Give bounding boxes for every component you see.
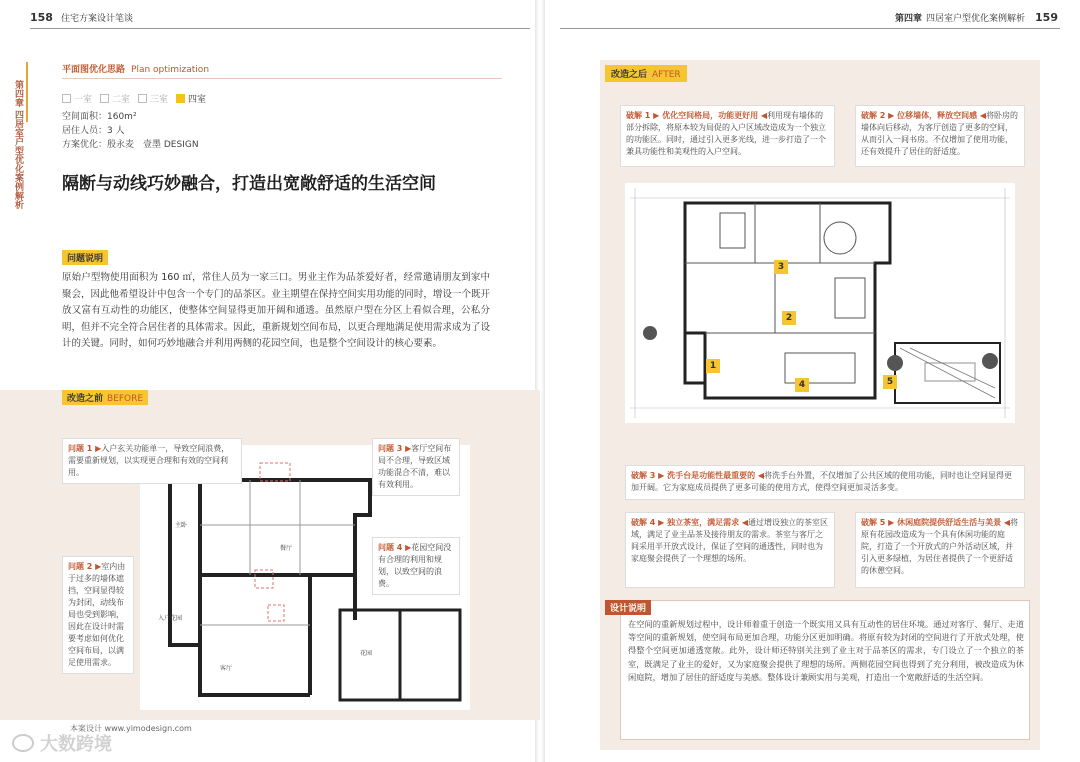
plan-marker-4: 4 bbox=[795, 378, 809, 392]
problem-text: 原始户型物使用面积为 160 ㎡，常住人员为一家三口。男业主作为品茶爱好者，经常邀请朋友到家中聚会，因此他希望设计中包含一个专门的品茶区。业主期望在保持空间实用功能的同时，增设一个既开放又富有互动性的功能区，使整体空间显得更加开阔和通透。虽然原户型在分区上看似合理，公私分明，但并不完全符合居住者的具体需求。因此，重新规划空间布局，以更合理地满足使用需求成为了设计的关键。同时，如何巧妙地融合并利用两侧的花园空间，也是整个空间设计的核心要素。 bbox=[62, 272, 490, 349]
before-callout-4 bbox=[372, 537, 460, 595]
callout-title: 破解 4 ▶ 独立茶室，满足需求 ◀ bbox=[631, 518, 749, 527]
before-tag-en: BEFORE bbox=[107, 394, 144, 404]
callout-title: 问题 2 ▶ bbox=[68, 562, 102, 571]
room-tab-4 bbox=[176, 92, 206, 105]
after-tag-en: AFTER bbox=[652, 70, 681, 80]
room-tabs bbox=[62, 92, 206, 105]
callout-title: 破解 5 ▶ 休闲庭院提供舒适生活与美景 ◀ bbox=[861, 518, 1011, 527]
plan-label: 入户花园 bbox=[158, 615, 183, 622]
checkbox-icon bbox=[100, 94, 109, 103]
callout-title: 破解 2 ▶ 位移墙体，释放空间感 ◀ bbox=[861, 111, 987, 120]
before-tag-cn: 改造之前 bbox=[67, 394, 104, 404]
checkbox-icon bbox=[138, 94, 147, 103]
plan-label: 餐厅 bbox=[280, 545, 293, 552]
callout-title: 问题 4 ▶ bbox=[378, 543, 412, 552]
section-title bbox=[62, 62, 209, 75]
callout-title: 问题 1 ▶ bbox=[68, 444, 102, 453]
callout-title: 破解 3 ▶ 洗手台是功能性最重要的 ◀ bbox=[631, 471, 765, 480]
left-header-title: 住宅方案设计笔谈 bbox=[60, 13, 133, 24]
callout-title: 问题 3 ▶ bbox=[378, 444, 412, 453]
plan-marker-5: 5 bbox=[883, 375, 897, 389]
before-callout-2 bbox=[62, 556, 134, 674]
left-page-number: 158 bbox=[30, 10, 53, 24]
checkbox-filled-icon bbox=[176, 94, 185, 103]
right-header-chapter: 第四章 bbox=[895, 13, 923, 24]
room-tab-2 bbox=[100, 92, 130, 105]
before-callout-3 bbox=[372, 438, 460, 496]
watermark-logo-icon bbox=[12, 734, 34, 752]
design-tag: 设计说明 bbox=[605, 600, 651, 615]
before-tag bbox=[62, 390, 148, 405]
section-rule bbox=[62, 78, 502, 79]
problem-tag: 问题说明 bbox=[62, 250, 108, 265]
callout-text: 客厅空间布局不合理，导致区域功能混合不清，难以有效利用。 bbox=[378, 444, 452, 489]
info-designer: 方案优化：殷永麦 壹墨 DESIGN bbox=[62, 140, 199, 150]
callout-text: 利用现有墙体的部分拆除，将原本较为局促的入户区域改造成为一个独立的功能区。同时，通过引入更多光线，进一步打造了一个兼具功能性和美观性的入户空间。 bbox=[626, 111, 826, 156]
plan-marker-2: 2 bbox=[782, 311, 796, 325]
after-plan-drawing bbox=[625, 183, 1015, 423]
right-header-rule bbox=[560, 28, 1060, 29]
room-tab-1 bbox=[62, 92, 92, 105]
room-tab-label: 三室 bbox=[150, 95, 169, 105]
after-callout-1 bbox=[620, 105, 835, 167]
info-area: 空间面积：160m² bbox=[62, 112, 137, 122]
right-page-number: 159 bbox=[1035, 10, 1058, 24]
callout-text: 将卧房的墙体向后移动，为客厅创造了更多的空间，从而引入一间书房。不仅增加了使用功能，还有效提升了居住的舒适度。 bbox=[861, 111, 1019, 156]
after-callout-5 bbox=[855, 512, 1025, 588]
plan-label: 客厅 bbox=[220, 665, 233, 672]
room-tab-label: 一室 bbox=[74, 95, 93, 105]
footer-url: 本案设计 www.yimodesign.com bbox=[70, 724, 192, 733]
section-title-en: Plan optimization bbox=[131, 65, 210, 75]
watermark-text: 大数跨境 bbox=[40, 734, 112, 755]
plan-marker-3: 3 bbox=[774, 260, 788, 274]
plan-label: 花园 bbox=[360, 650, 373, 657]
headline: 隔断与动线巧妙融合，打造出宽敞舒适的生活空间 bbox=[62, 174, 436, 194]
left-header-rule bbox=[30, 28, 530, 29]
callout-text: 入户玄关功能单一，导致空间浪费，需要重新规划，以实现更合理和有效的空间利用。 bbox=[68, 444, 230, 477]
room-tab-label: 二室 bbox=[112, 95, 131, 105]
callout-text: 室内由于过多的墙体遮挡，空间显得较为封闭，动线布局也受到影响，因此在设计时需要考虑如何优化空间布局，以满足使用需求。 bbox=[68, 562, 126, 667]
after-callout-2 bbox=[855, 105, 1025, 167]
callout-text: 将原有花园改造成为一个具有休闲功能的庭院，打造了一个开放式的户外活动区域，并引入更多绿植，为居住者提供了一个更舒适的休憩空间。 bbox=[861, 518, 1019, 575]
design-text: 在空间的重新规划过程中，设计师着重于创造一个既实用又具有互动性的居住环境。通过对客厅、餐厅、走道等空间的重新规划，使空间布局更加合理，功能分区更加明确。将原有较为封闭的空间进行了开放式处理，使得整个空间更加通透宽敞。此外，设计师还特别关注到了业主对于品茶区的需求，专门设立了一个独立的茶室，既满足了业主的爱好，又为家庭聚会提供了理想的场所。两侧花园空间也得到了充分利用，被改造成为休闲庭院，增加了居住的舒适度与美感。整体设计兼顾实用与美观，打造出一个宽敞舒适的生活空间。 bbox=[628, 619, 1024, 682]
before-callout-1 bbox=[62, 438, 242, 484]
callout-text: 通过增设独立的茶室区域，满足了业主品茶及接待朋友的需求。茶室与客厅之间采用半开放式设计，保证了空间的通透性，同时也为家庭聚会提供了一个理想的场所。 bbox=[631, 518, 829, 563]
after-floor-plan bbox=[625, 183, 1015, 423]
project-info bbox=[62, 110, 199, 152]
after-callout-3 bbox=[625, 465, 1025, 500]
room-tab-label: 四室 bbox=[188, 95, 207, 105]
chapter-strip: 第四章 四居室户型优化案例解析 bbox=[13, 80, 23, 210]
checkbox-icon bbox=[62, 94, 71, 103]
callout-text: 花园空间没有合理的利用和规划，以致空间的浪费。 bbox=[378, 543, 452, 588]
after-tag-cn: 改造之后 bbox=[611, 70, 648, 80]
callout-text: 将洗手台外置，不仅增加了公共区域的使用功能，同时也让空间显得更加开阔。它为家庭成员提供了更多可能的使用方式，使得空间更加灵活多变。 bbox=[631, 471, 1013, 492]
room-tab-3 bbox=[138, 92, 168, 105]
right-header-title: 四居室户型优化案例解析 bbox=[926, 13, 1026, 24]
plan-marker-1: 1 bbox=[706, 359, 720, 373]
section-title-cn: 平面图优化思路 bbox=[62, 65, 126, 75]
right-header bbox=[540, 8, 1080, 26]
after-tag bbox=[605, 65, 687, 82]
after-callout-4 bbox=[625, 512, 835, 588]
callout-title: 破解 1 ▶ 优化空间格局，功能更好用 ◀ bbox=[626, 111, 768, 120]
info-residents: 居住人员：3 人 bbox=[62, 126, 125, 136]
left-header bbox=[0, 8, 540, 26]
plan-label: 主卧 bbox=[175, 522, 188, 529]
